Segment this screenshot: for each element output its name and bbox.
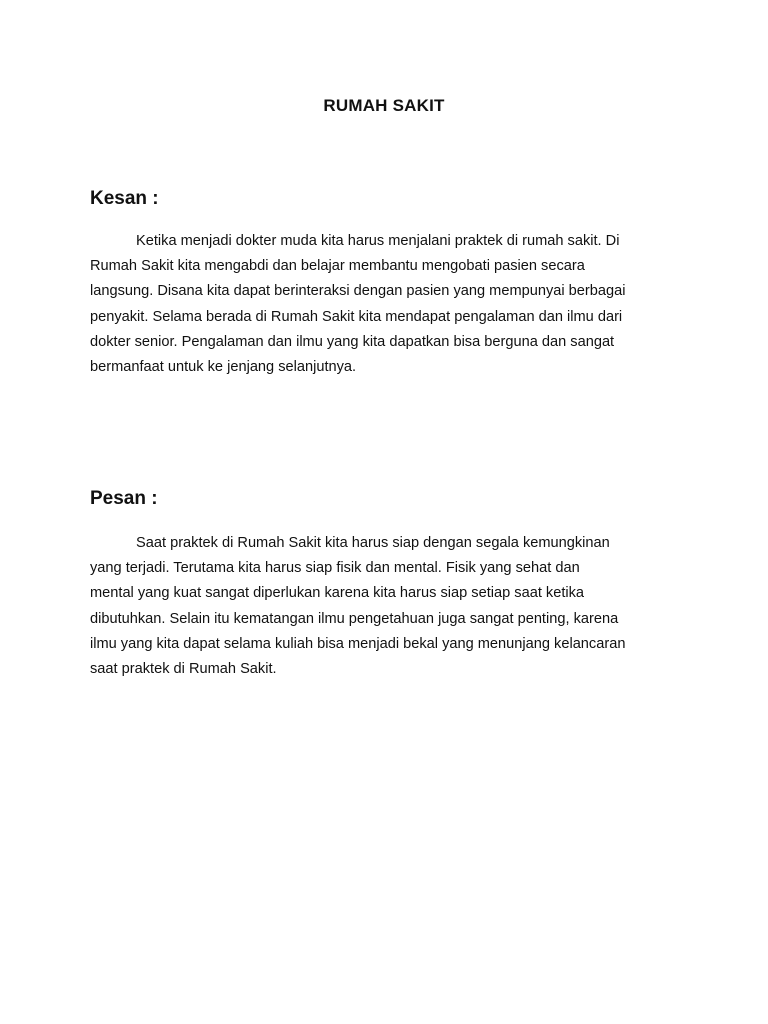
paragraph-line: bermanfaat untuk ke jenjang selanjutnya. — [90, 359, 357, 376]
paragraph-line: Saat praktek di Rumah Sakit kita harus siap dengan segala kemungkinan — [136, 535, 610, 551]
paragraph-line: langsung. Disana kita dapat berinteraksi dengan pasien yang mempunyai berbagai — [90, 283, 626, 300]
section-heading-pesan: Pesan : — [90, 488, 158, 509]
paragraph-line: yang terjadi. Terutama kita harus siap fisik dan mental. Fisik yang sehat dan — [90, 560, 580, 577]
paragraph-line: Ketika menjadi dokter muda kita harus menjalani praktek di rumah sakit. Di — [136, 233, 620, 249]
paragraph-line: penyakit. Selama berada di Rumah Sakit kita mendapat pengalaman dan ilmu dari — [90, 308, 623, 325]
paragraph-line: mental yang kuat sangat diperlukan karena kita harus siap setiap saat ketika — [90, 585, 585, 602]
paragraph-line: ilmu yang kita dapat selama kuliah bisa menjadi bekal yang menunjang kelancaran — [90, 635, 626, 652]
section-paragraph-pesan — [90, 531, 685, 682]
section-heading-kesan: Kesan : — [90, 188, 159, 209]
section-paragraph-kesan — [90, 229, 685, 380]
document-title: RUMAH SAKIT — [323, 96, 445, 115]
paragraph-line: Rumah Sakit kita mengabdi dan belajar membantu mengobati pasien secara — [90, 258, 585, 275]
paragraph-line: dokter senior. Pengalaman dan ilmu yang kita dapatkan bisa berguna dan sangat — [90, 333, 615, 350]
paragraph-line: dibutuhkan. Selain itu kematangan ilmu pengetahuan juga sangat penting, karena — [90, 610, 619, 627]
paragraph-line: saat praktek di Rumah Sakit. — [90, 661, 277, 678]
